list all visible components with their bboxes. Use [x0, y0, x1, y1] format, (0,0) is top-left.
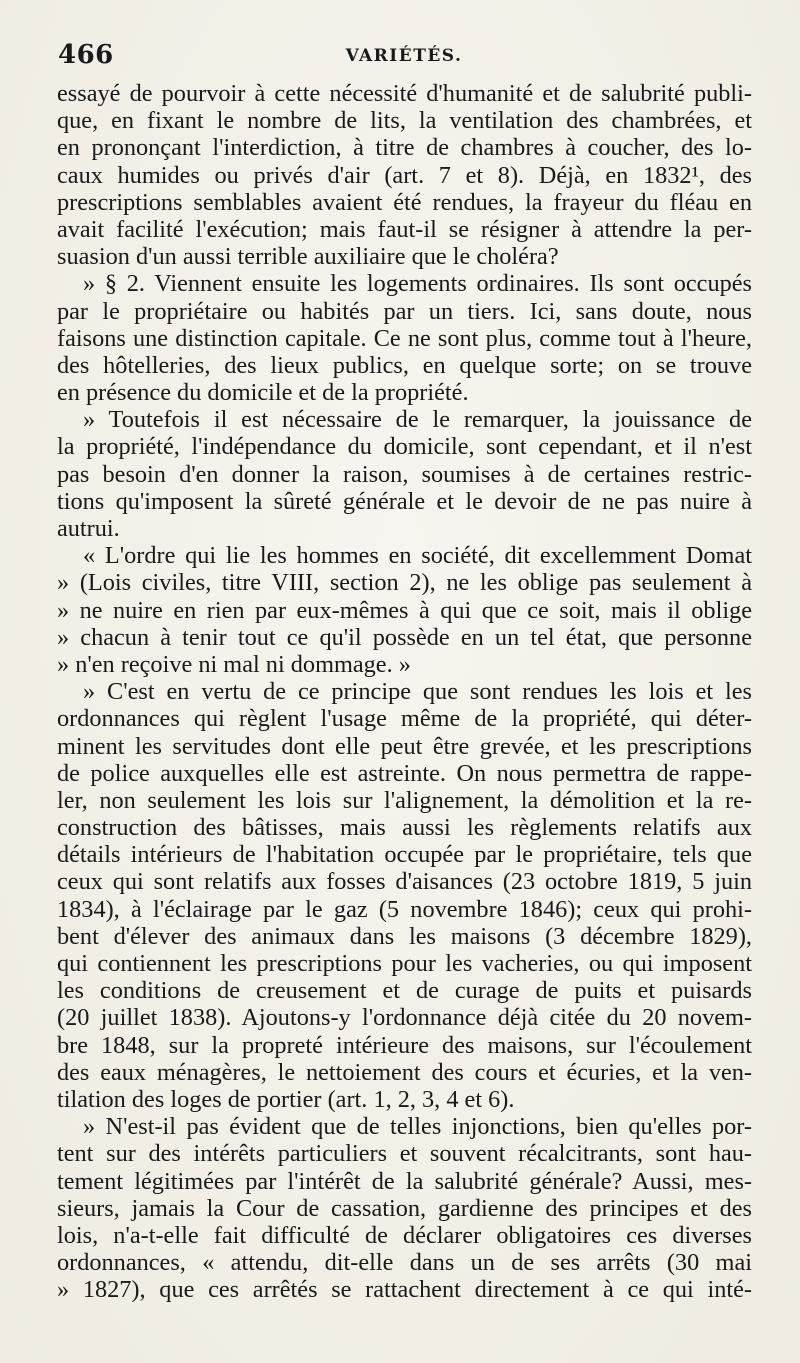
text-line: ler, non seulement les lois sur l'alignement, la démolition et la re-: [57, 786, 752, 814]
text-line: des hôtelleries, des lieux publics, en quelque sorte; on se trouve: [57, 351, 752, 379]
text-line: ordonnances, « attendu, dit-elle dans un de ses arrêts (30 mai: [57, 1249, 752, 1277]
text-line: » chacun à tenir tout ce qu'il possède en un tel état, que personne: [57, 623, 752, 651]
text-line: faisons une distinction capitale. Ce ne sont plus, comme tout à l'heure,: [57, 324, 752, 352]
text-line: tions qu'imposent la sûreté générale et le devoir de ne pas nuire à: [57, 487, 752, 515]
text-line: » ne nuire en rien par eux-mêmes à qui que ce soit, mais il oblige: [57, 596, 752, 624]
page-number: 466: [58, 40, 114, 70]
text-line: 1834), à l'éclairage par le gaz (5 novembre 1846); ceux qui prohi-: [57, 895, 752, 923]
text-line: essayé de pourvoir à cette nécessité d'humanité et de salubrité publi-: [57, 80, 752, 107]
text-line: » n'en reçoive ni mal ni dommage. »: [57, 650, 411, 678]
text-line: des eaux ménagères, le nettoiement des cours et écuries, et la ven-: [57, 1058, 752, 1086]
text-line: suasion d'un aussi terrible auxiliaire que le choléra?: [57, 243, 559, 271]
text-line: la propriété, l'indépendance du domicile, sont cependant, et il n'est: [57, 433, 752, 461]
text-line: autrui.: [57, 515, 120, 542]
text-line: avait facilité l'exécution; mais faut-il se résigner à attendre la per-: [57, 215, 752, 243]
text-line: » 1827), que ces arrêtés se rattachent directement à ce qui inté-: [57, 1276, 752, 1304]
text-line: » Toutefois il est nécessaire de le remarquer, la jouissance de: [83, 406, 752, 434]
text-line: tement légitimées par l'intérêt de la salubrité générale? Aussi, mes-: [57, 1167, 752, 1195]
text-line: caux humides ou privés d'air (art. 7 et 8). Déjà, en 1832¹, des: [57, 161, 752, 189]
text-line: que, en fixant le nombre de lits, la ventilation des chambrées, et: [57, 107, 752, 135]
text-line: « L'ordre qui lie les hommes en société, dit excellemment Domat: [83, 542, 752, 570]
text-line: construction des bâtisses, mais aussi les règlements relatifs aux: [57, 814, 752, 842]
text-line: bent d'élever des animaux dans les maisons (3 décembre 1829),: [57, 922, 752, 950]
text-line: en présence du domicile et de la propriété.: [57, 379, 469, 407]
text-line: ceux qui sont relatifs aux fosses d'aisances (23 octobre 1819, 5 juin: [57, 868, 752, 896]
text-line: (20 juillet 1838). Ajoutons-y l'ordonnance déjà citée du 20 novem-: [57, 1004, 752, 1032]
page-header: [58, 40, 750, 76]
text-line: par le propriétaire ou habités par un tiers. Ici, sans doute, nous: [57, 297, 752, 325]
text-line: » (Lois civiles, titre VIII, section 2), ne les oblige pas seulement à: [57, 569, 752, 597]
text-line: prescriptions semblables avaient été rendues, la frayeur du fléau en: [57, 188, 752, 216]
text-line: » N'est-il pas évident que de telles injonctions, bien qu'elles por-: [83, 1113, 752, 1141]
text-line: en prononçant l'interdiction, à titre de chambres à coucher, des lo-: [57, 134, 752, 162]
text-line: » § 2. Viennent ensuite les logements ordinaires. Ils sont occupés: [83, 270, 752, 298]
running-head: VARIÉTÉS.: [345, 46, 463, 66]
text-line: détails intérieurs de l'habitation occupée par le propriétaire, tels que: [57, 841, 752, 869]
text-line: tent sur des intérêts particuliers et souvent récalcitrants, sont hau-: [57, 1140, 752, 1168]
text-line: sieurs, jamais la Cour de cassation, gardienne des principes et des: [57, 1194, 752, 1222]
body-text: [57, 80, 752, 1303]
text-line: ordonnances qui règlent l'usage même de la propriété, qui déter-: [57, 705, 752, 733]
text-line: » C'est en vertu de ce principe que sont rendues les lois et les: [83, 678, 752, 706]
text-line: les conditions de creusement et de curage de puits et puisards: [57, 977, 752, 1005]
text-line: tilation des loges de portier (art. 1, 2, 3, 4 et 6).: [57, 1085, 515, 1113]
text-line: pas besoin d'en donner la raison, soumises à de certaines restric-: [57, 460, 752, 488]
text-line: lois, n'a-t-elle fait difficulté de déclarer obligatoires ces diverses: [57, 1221, 752, 1249]
text-line: qui contiennent les prescriptions pour les vacheries, ou qui imposent: [57, 950, 752, 977]
text-line: de police auxquelles elle est astreinte. On nous permettra de rappe-: [57, 759, 752, 787]
text-line: bre 1848, sur la propreté intérieure des maisons, sur l'écoulement: [57, 1031, 752, 1059]
text-line: minent les servitudes dont elle peut être grevée, et les prescriptions: [57, 732, 752, 760]
